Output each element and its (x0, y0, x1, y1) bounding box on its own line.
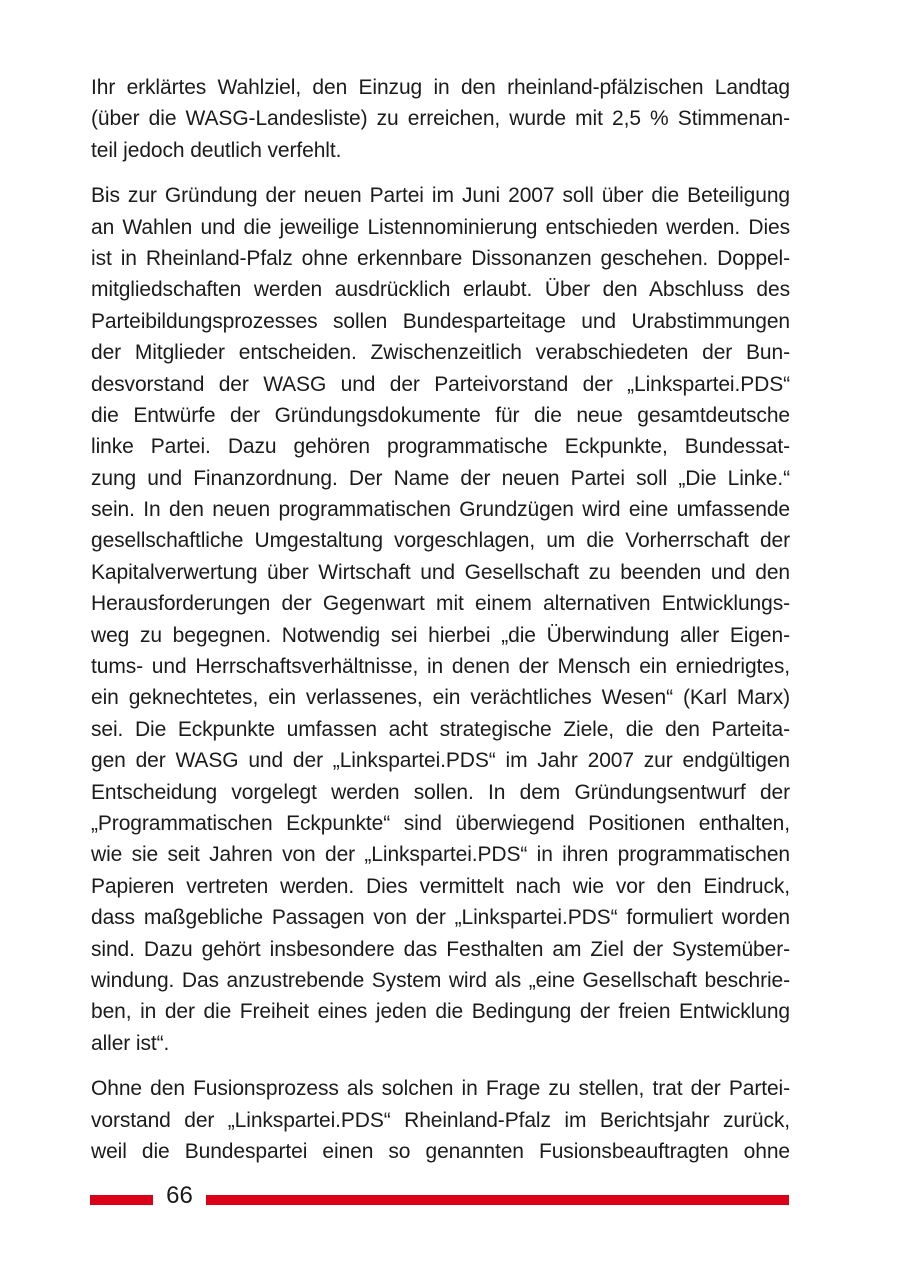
text-line: sei. Die Eckpunkte umfassen acht strategische Ziele, die den Parteita- (91, 717, 790, 741)
footer-rule-right (206, 1195, 789, 1205)
text-line: Papieren vertreten werden. Dies vermittelt nach wie vor den Eindruck, (91, 874, 790, 898)
text-line: sein. In den neuen programmatischen Grundzügen wird eine umfassende (91, 498, 790, 522)
text-line: gesellschaftliche Umgestaltung vorgeschlagen, um die Vorherrschaft der (91, 529, 790, 553)
text-line: zung und Finanzordnung. Der Name der neuen Partei soll „Die Linke.“ (91, 466, 790, 490)
text-line: teil jedoch deutlich verfehlt. (91, 138, 342, 162)
page-number: 66 (166, 1182, 193, 1209)
text-line: (über die WASG-Landesliste) zu erreichen, wurde mit 2,5 % Stimmenan- (91, 107, 790, 131)
text-line: Ihr erklärtes Wahlziel, den Einzug in den rheinland-pfälzischen Landtag (91, 76, 790, 99)
text-line: tums- und Herrschaftsverhältnisse, in denen der Mensch ein erniedrigtes, (91, 655, 790, 679)
text-line: aller ist“. (91, 1031, 170, 1055)
text-line: an Wahlen und die jeweilige Listennominierung entschieden werden. Dies (91, 215, 790, 239)
text-line: weg zu begegnen. Notwendig sei hierbei „die Überwindung aller Eigen- (91, 623, 790, 647)
text-line: ben, in der die Freiheit eines jeden die Bedingung der freien Entwicklung (91, 1000, 790, 1024)
text-line: dass maßgebliche Passagen von der „Linkspartei.PDS“ formuliert worden (91, 906, 790, 930)
text-line: vorstand der „Linkspartei.PDS“ Rheinland-Pfalz im Berichtsjahr zurück, (91, 1108, 790, 1132)
text-line: Kapitalverwertung über Wirtschaft und Gesellschaft zu beenden und den (91, 560, 790, 584)
text-line: die Entwürfe der Gründungsdokumente für die neue gesamtdeutsche (91, 403, 790, 427)
text-line: weil die Bundespartei einen so genannten Fusionsbeauftragten ohne (91, 1139, 790, 1163)
text-line: windung. Das anzustrebende System wird als „eine Gesellschaft beschrie- (91, 968, 790, 992)
body-text (91, 72, 790, 1167)
text-line: sind. Dazu gehört insbesondere das Festhalten am Ziel der Systemüber- (91, 937, 790, 961)
footer-rule-left (90, 1195, 153, 1205)
text-line: gen der WASG und der „Linkspartei.PDS“ im Jahr 2007 zur endgültigen (91, 749, 790, 773)
text-line: Herausforderungen der Gegenwart mit einem alternativen Entwicklungs- (91, 592, 790, 616)
text-line: Parteibildungsprozesses sollen Bundesparteitage und Urabstimmungen (91, 309, 790, 333)
paragraph (91, 72, 790, 166)
text-line: der Mitglieder entscheiden. Zwischenzeitlich verabschiedeten der Bun- (91, 341, 790, 365)
paragraph (91, 180, 790, 1059)
text-line: Entscheidung vorgelegt werden sollen. In dem Gründungsentwurf der (91, 780, 790, 804)
text-line: ein geknechtetes, ein verlassenes, ein verächtliches Wesen“ (Karl Marx) (91, 686, 790, 710)
text-line: Ohne den Fusionsprozess als solchen in Frage zu stellen, trat der Partei- (91, 1077, 790, 1101)
paragraph (91, 1073, 790, 1167)
text-line: „Programmatischen Eckpunkte“ sind überwiegend Positionen enthalten, (91, 811, 790, 835)
text-line: linke Partei. Dazu gehören programmatische Eckpunkte, Bundessat- (91, 435, 790, 459)
text-line: wie sie seit Jahren von der „Linkspartei.PDS“ in ihren programmatischen (91, 843, 790, 867)
text-line: Bis zur Gründung der neuen Partei im Juni 2007 soll über die Beteiligung (91, 184, 790, 208)
text-line: desvorstand der WASG und der Parteivorstand der „Linkspartei.PDS“ (91, 372, 790, 396)
text-line: mitgliedschaften werden ausdrücklich erlaubt. Über den Abschluss des (91, 278, 790, 302)
text-line: ist in Rheinland-Pfalz ohne erkennbare Dissonanzen geschehen. Doppel- (91, 246, 790, 270)
